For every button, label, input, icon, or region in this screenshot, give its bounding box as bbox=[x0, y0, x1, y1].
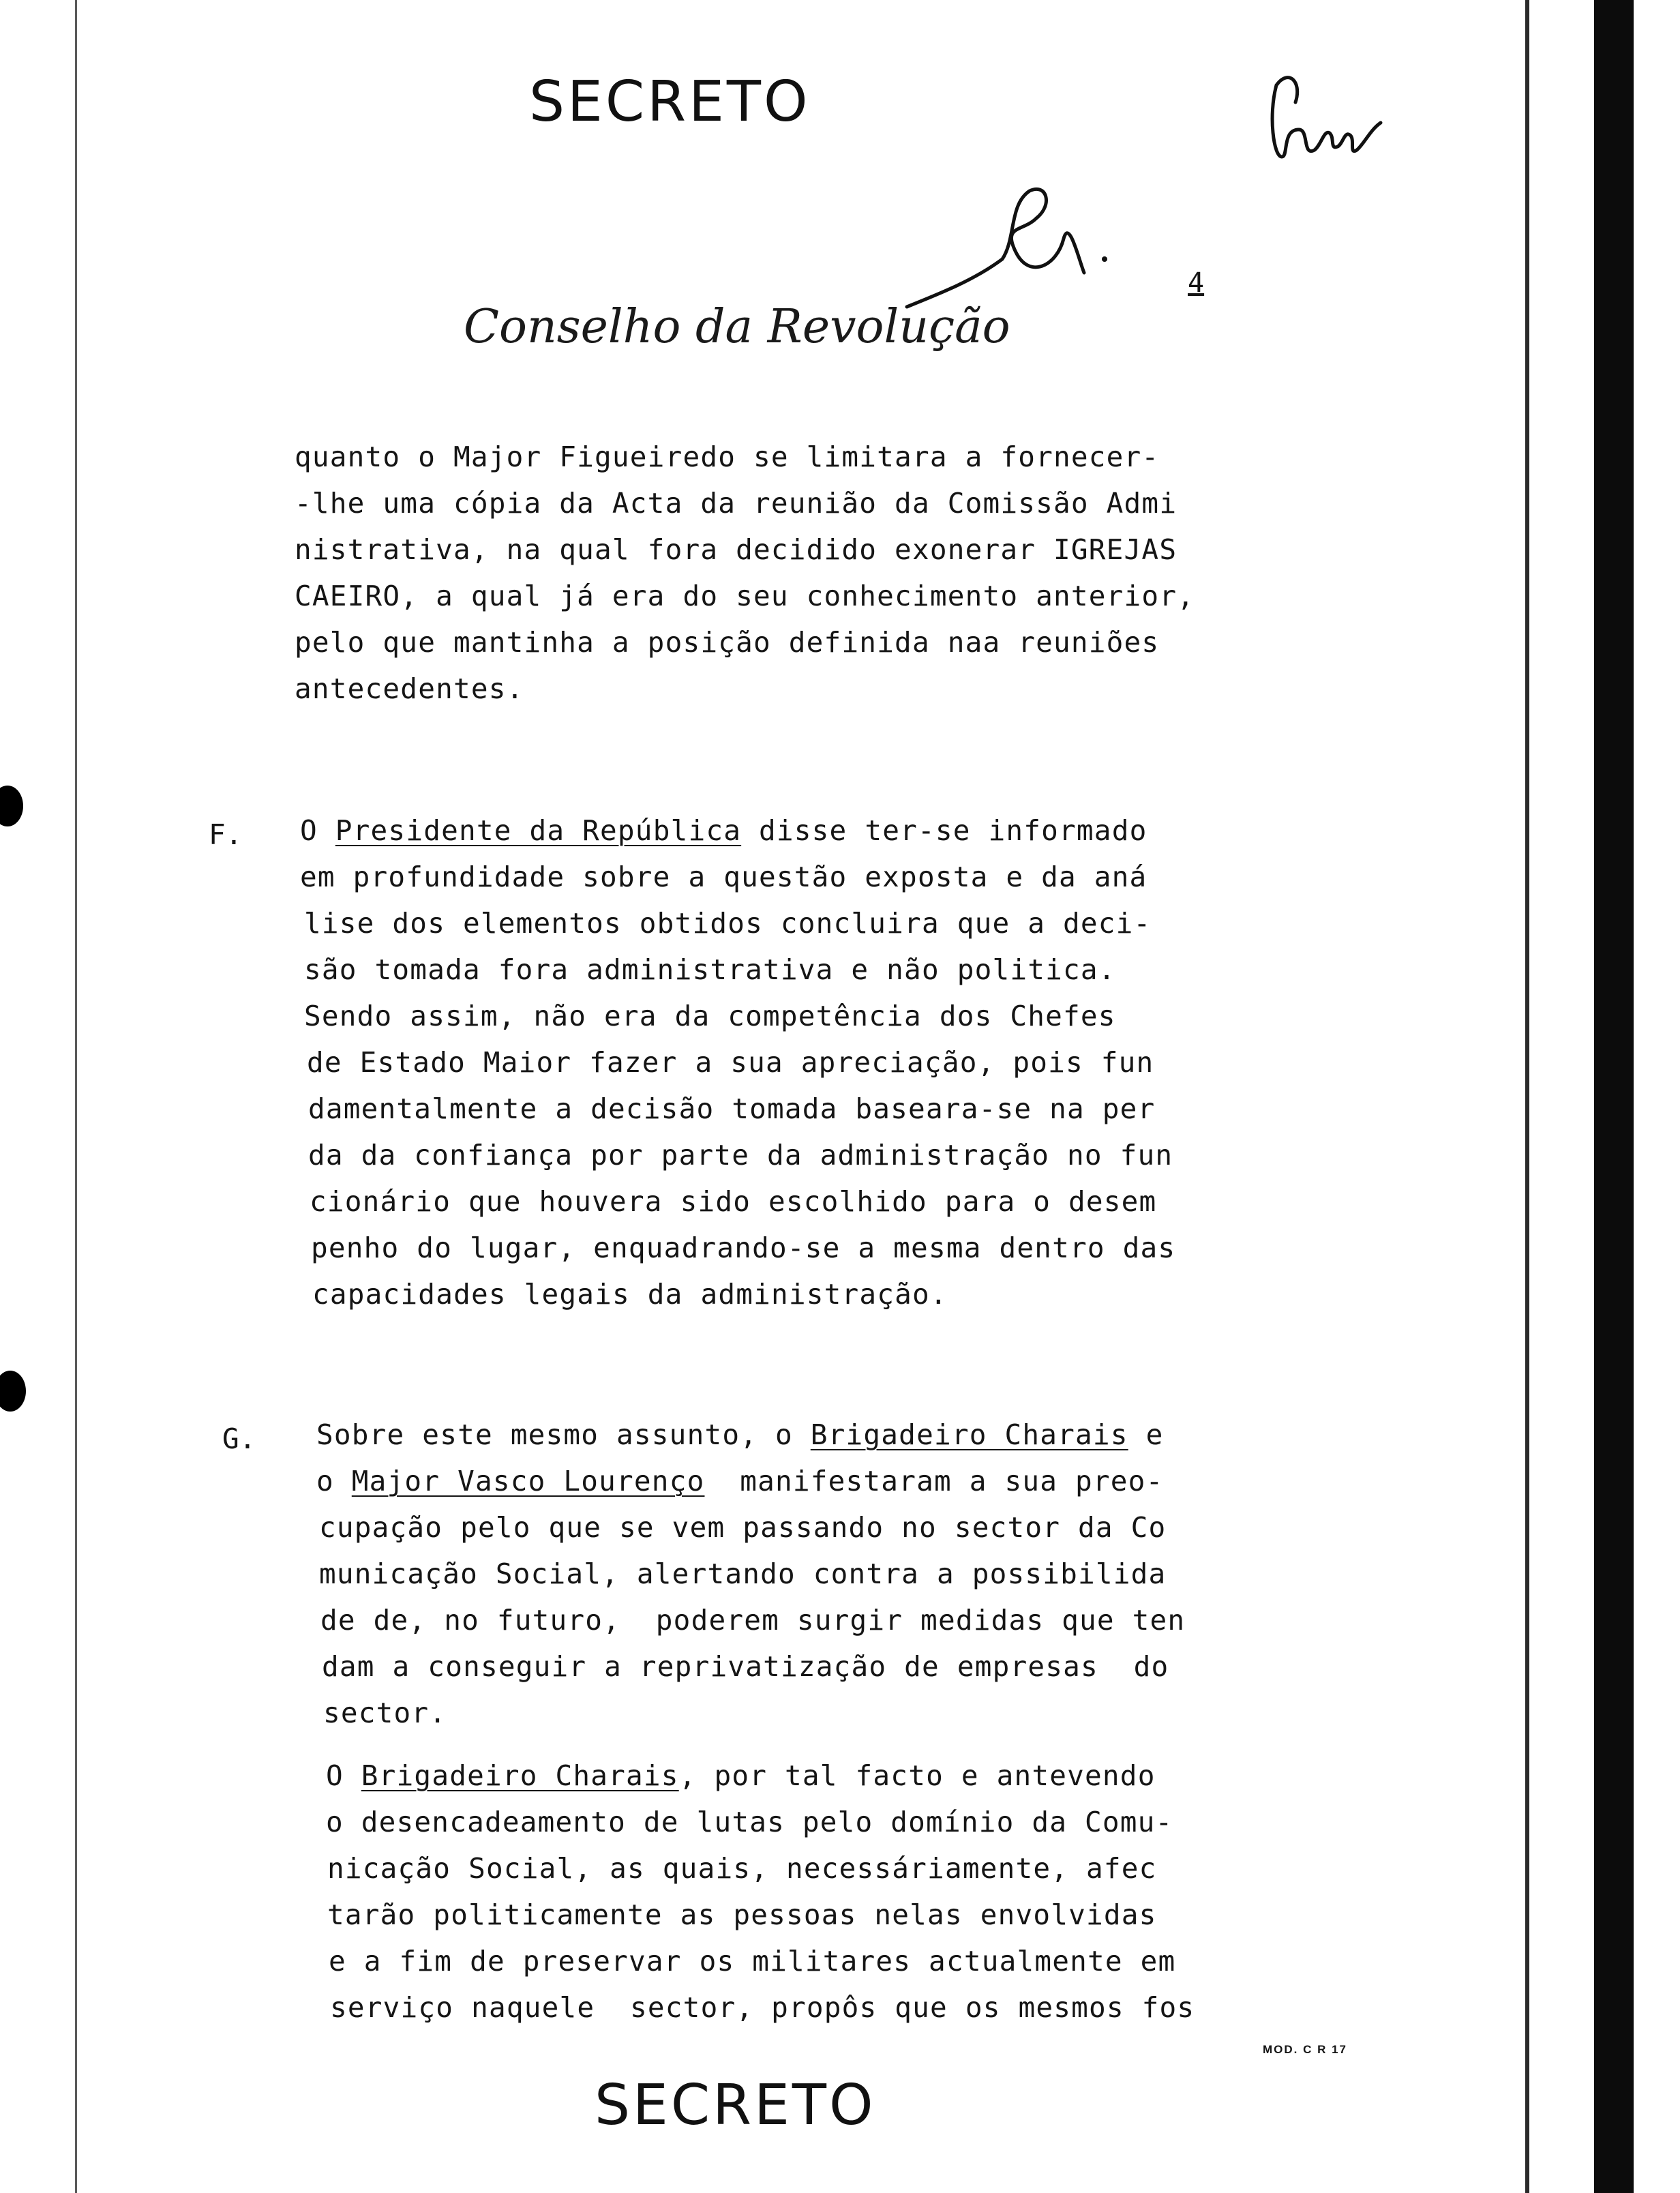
page-number: 4 bbox=[1188, 267, 1205, 299]
text-line: o desencadeamento de lutas pelo domínio da Comu- bbox=[326, 1806, 1173, 1838]
text-line: damentalmente a decisão tomada baseara-se na per bbox=[308, 1092, 1156, 1125]
classification-stamp-bottom: SECRETO bbox=[595, 2073, 876, 2138]
text-line: tarão politicamente as pessoas nelas envolvidas bbox=[327, 1898, 1157, 1931]
text-line: Sobre este mesmo assunto, o Brigadeiro Charais e bbox=[316, 1418, 1164, 1451]
text-line: nistrativa, na qual fora decidido exonerar IGREJAS bbox=[295, 533, 1178, 566]
text-line: dam a conseguir a reprivatização de empresas do bbox=[322, 1650, 1169, 1683]
punch-hole bbox=[0, 786, 23, 826]
text-line: quanto o Major Figueiredo se limitara a fornecer- bbox=[295, 441, 1160, 473]
text-line: sector. bbox=[323, 1697, 447, 1729]
left-margin-rule bbox=[75, 0, 77, 2193]
section-marker-g: G. bbox=[222, 1422, 256, 1455]
binding-edge bbox=[1594, 0, 1634, 2193]
text-line: nicação Social, as quais, necessáriamente, afec bbox=[327, 1852, 1157, 1885]
text-line: O Presidente da República disse ter-se informado bbox=[300, 814, 1148, 847]
text-line: o Major Vasco Lourenço manifestaram a sua preo- bbox=[316, 1465, 1164, 1497]
text-line: cupação pelo que se vem passando no sector da Co bbox=[319, 1511, 1167, 1544]
text-line: lise dos elementos obtidos concluira que a deci- bbox=[304, 907, 1152, 940]
text-line: cionário que houvera sido escolhido para o desem bbox=[310, 1185, 1157, 1218]
handwritten-signature bbox=[900, 177, 1118, 314]
text-line: CAEIRO, a qual já era do seu conhecimento anterior, bbox=[295, 580, 1195, 612]
classification-stamp-top: SECRETO bbox=[529, 70, 811, 134]
punch-hole bbox=[0, 1371, 26, 1412]
text-line: penho do lugar, enquadrando-se a mesma dentro das bbox=[311, 1232, 1176, 1264]
text-line: antecedentes. bbox=[295, 672, 524, 705]
handwritten-initials bbox=[1261, 55, 1384, 170]
text-line: e a fim de preservar os militares actualmente em bbox=[329, 1945, 1176, 1978]
right-margin-rule bbox=[1525, 0, 1529, 2193]
text-line: da da confiança por parte da administração no fun bbox=[308, 1139, 1173, 1172]
text-line: em profundidade sobre a questão exposta e da aná bbox=[300, 861, 1148, 893]
text-line: -lhe uma cópia da Acta da reunião da Comissão Admi bbox=[295, 487, 1178, 520]
text-line: O Brigadeiro Charais, por tal facto e antevendo bbox=[326, 1759, 1156, 1792]
text-line: municação Social, alertando contra a possibilida bbox=[319, 1557, 1167, 1590]
form-code: MOD. C R 17 bbox=[1263, 2043, 1348, 2056]
text-line: pelo que mantinha a posição definida naa reuniões bbox=[295, 626, 1160, 659]
text-line: capacidades legais da administração. bbox=[312, 1278, 948, 1311]
text-line: são tomada fora administrativa e não politica. bbox=[304, 953, 1116, 986]
text-line: serviço naquele sector, propôs que os mesmos fos bbox=[330, 1991, 1195, 2024]
text-line: de de, no futuro, poderem surgir medidas que ten bbox=[320, 1604, 1186, 1637]
institution-letterhead: Conselho da Revolução bbox=[464, 300, 1010, 354]
section-marker-f: F. bbox=[209, 818, 243, 851]
text-line: de Estado Maior fazer a sua apreciação, pois fun bbox=[307, 1046, 1154, 1079]
text-line: Sendo assim, não era da competência dos Chefes bbox=[304, 1000, 1116, 1032]
